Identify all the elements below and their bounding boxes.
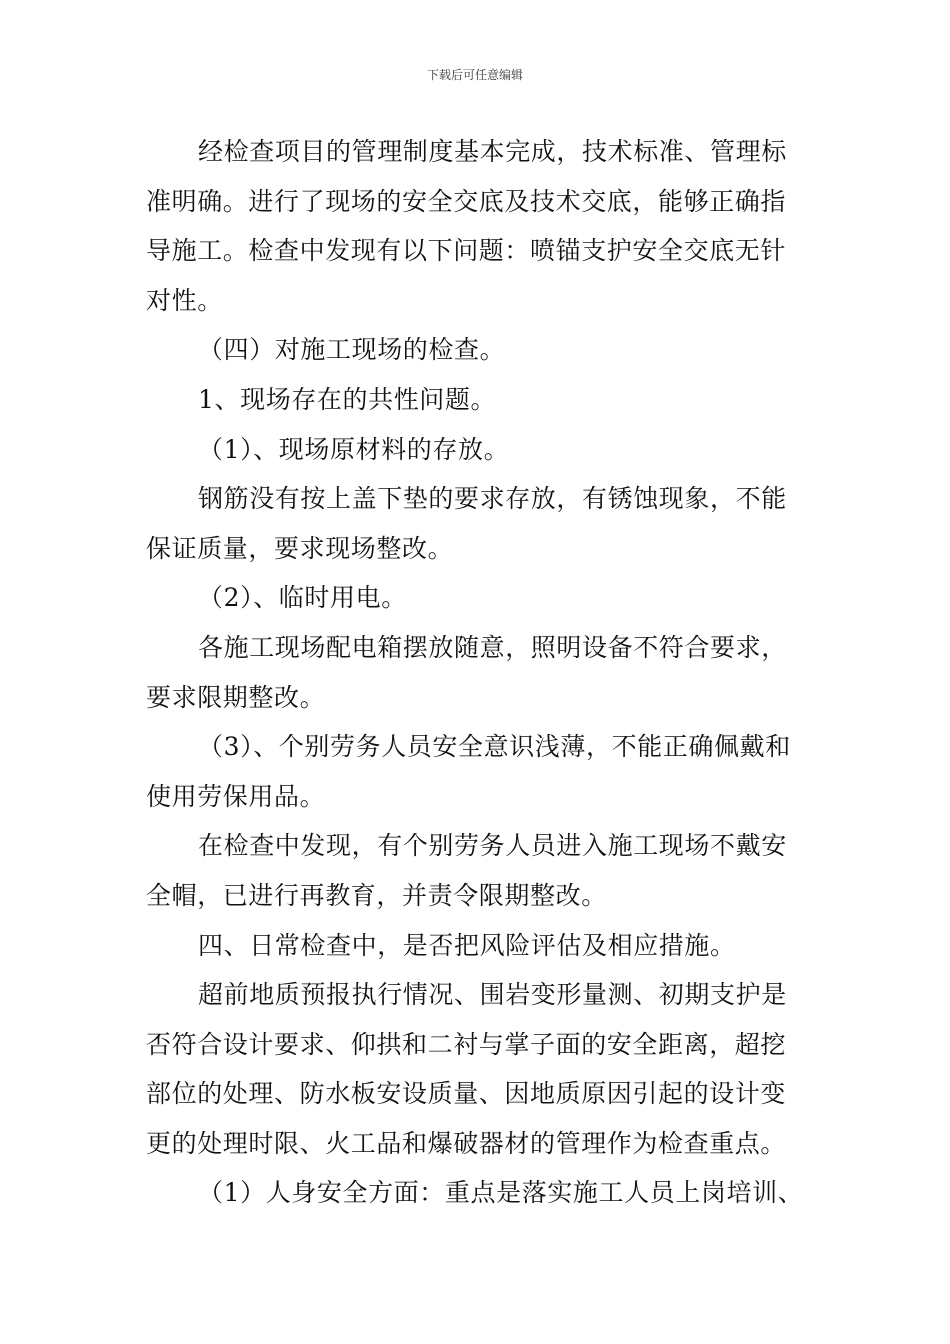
text-line: 四、日常检查中，是否把风险评估及相应措施。 [198,930,736,960]
text-line: 要求限期整改。 [146,682,326,712]
text-line: 全帽，已进行再教育，并责令限期整改。 [146,880,607,910]
text-line: 1、现场存在的共性问题。 [198,384,497,414]
text-line: （3）、个别劳务人员安全意识浅薄，不能正确佩戴和 [198,732,791,762]
text-line: （1）人身安全方面：重点是落实施工人员上岗培训、 [198,1178,804,1208]
text-line: 在检查中发现，有个别劳务人员进入施工现场不戴安 [198,831,787,861]
text-line: 导施工。检查中发现有以下问题：喷锚支护安全交底无针 [146,236,787,266]
text-line: 钢筋没有按上盖下垫的要求存放，有锈蚀现象，不能 [198,484,787,514]
text-line: （四）对施工现场的检查。 [198,335,506,365]
text-line: 超前地质预报执行情况、围岩变形量测、初期支护是 [198,980,787,1010]
page-header-note: 下载后可任意编辑 [426,68,523,82]
document-body [146,127,808,1218]
text-line: （2）、临时用电。 [198,583,407,613]
text-line: 各施工现场配电箱摆放随意，照明设备不符合要求， [198,632,787,662]
text-line: 更的处理时限、火工品和爆破器材的管理作为检查重点。 [146,1128,787,1158]
text-line: （1）、现场原材料的存放。 [198,434,510,464]
text-line: 对性。 [146,285,223,315]
text-line: 部位的处理、防水板安设质量、因地质原因引起的设计变 [146,1079,787,1109]
text-line: 经检查项目的管理制度基本完成，技术标准、管理标 [198,137,787,166]
text-line: 否符合设计要求、仰拱和二衬与掌子面的安全距离，超挖 [146,1029,787,1059]
text-line: 使用劳保用品。 [146,781,326,811]
text-line: 准明确。进行了现场的安全交底及技术交底，能够正确指 [146,186,787,216]
text-line: 保证质量，要求现场整改。 [146,533,454,563]
